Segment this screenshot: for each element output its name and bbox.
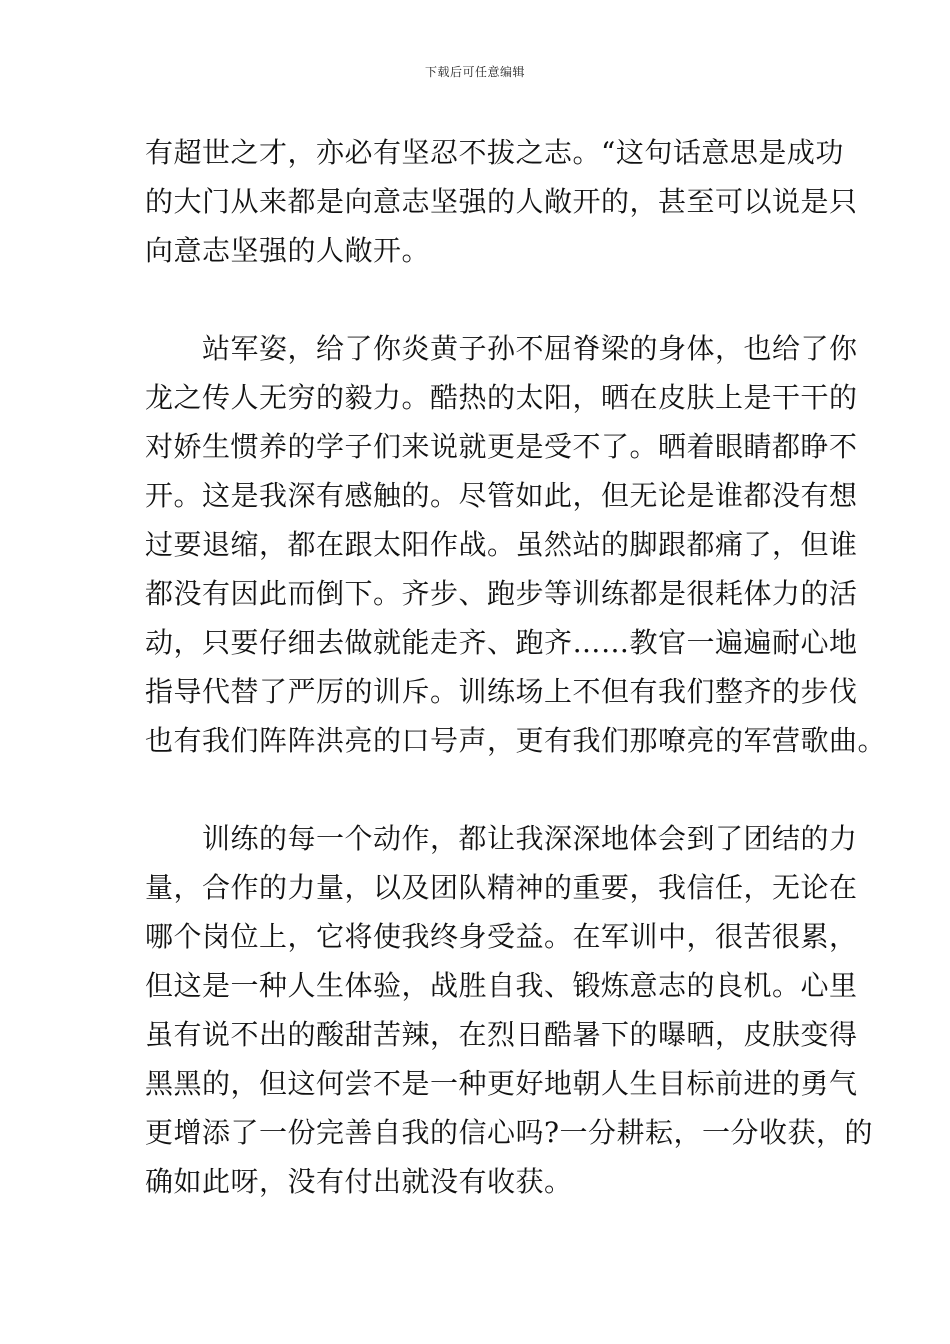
text-line: 龙之传人无穷的毅力。酷热的太阳，晒在皮肤上是干干的 [145,381,858,414]
text-line: 向意志坚强的人敞开。 [145,234,431,267]
text-line: 的大门从来都是向意志坚强的人敞开的，甚至可以说是只 [145,185,858,218]
text-line: 对娇生惯养的学子们来说就更是受不了。晒着眼睛都睁不 [145,430,858,463]
paragraph-2 [145,324,887,765]
text-line: 过要退缩，都在跟太阳作战。虽然站的脚跟都痛了，但谁 [145,528,858,561]
text-line: 但这是一种人生体验，战胜自我、锻炼意志的良机。心里 [145,969,858,1002]
text-line: 虽有说不出的酸甜苦辣，在烈日酷暑下的曝晒，皮肤变得 [145,1018,858,1051]
text-line: 动，只要仔细去做就能走齐、跑齐……教官一遍遍耐心地 [145,626,858,659]
paragraph-1 [145,128,858,275]
paragraph-3 [145,814,874,1206]
text-line: 确如此呀，没有付出就没有收获。 [145,1165,573,1198]
paragraph-spacer [145,275,805,324]
text-line: 都没有因此而倒下。齐步、跑步等训练都是很耗体力的活 [145,577,858,610]
text-line: 站军姿，给了你炎黄子孙不屈脊梁的身体，也给了你 [145,332,858,365]
document-body [145,128,887,1206]
text-line: 哪个岗位上，它将使我终身受益。在军训中，很苦很累， [145,920,858,953]
text-line: 指导代替了严厉的训斥。训练场上不但有我们整齐的步伐 [145,675,858,708]
text-line: 也有我们阵阵洪亮的口号声，更有我们那嘹亮的军营歌曲。 [145,724,887,757]
text-line: 更增添了一份完善自我的信心吗?一分耕耘，一分收获，的 [145,1116,874,1149]
text-line: 训练的每一个动作，都让我深深地体会到了团结的力 [145,822,858,855]
page-header: 下载后可任意编辑 [424,65,525,79]
text-line: 量，合作的力量，以及团队精神的重要，我信任，无论在 [145,871,858,904]
paragraph-spacer [145,765,805,814]
text-line: 有超世之才，亦必有坚忍不拔之志。“这句话意思是成功 [145,136,844,169]
text-line: 开。这是我深有感触的。尽管如此，但无论是谁都没有想 [145,479,858,512]
text-line: 黑黑的，但这何尝不是一种更好地朝人生目标前进的勇气 [145,1067,858,1100]
